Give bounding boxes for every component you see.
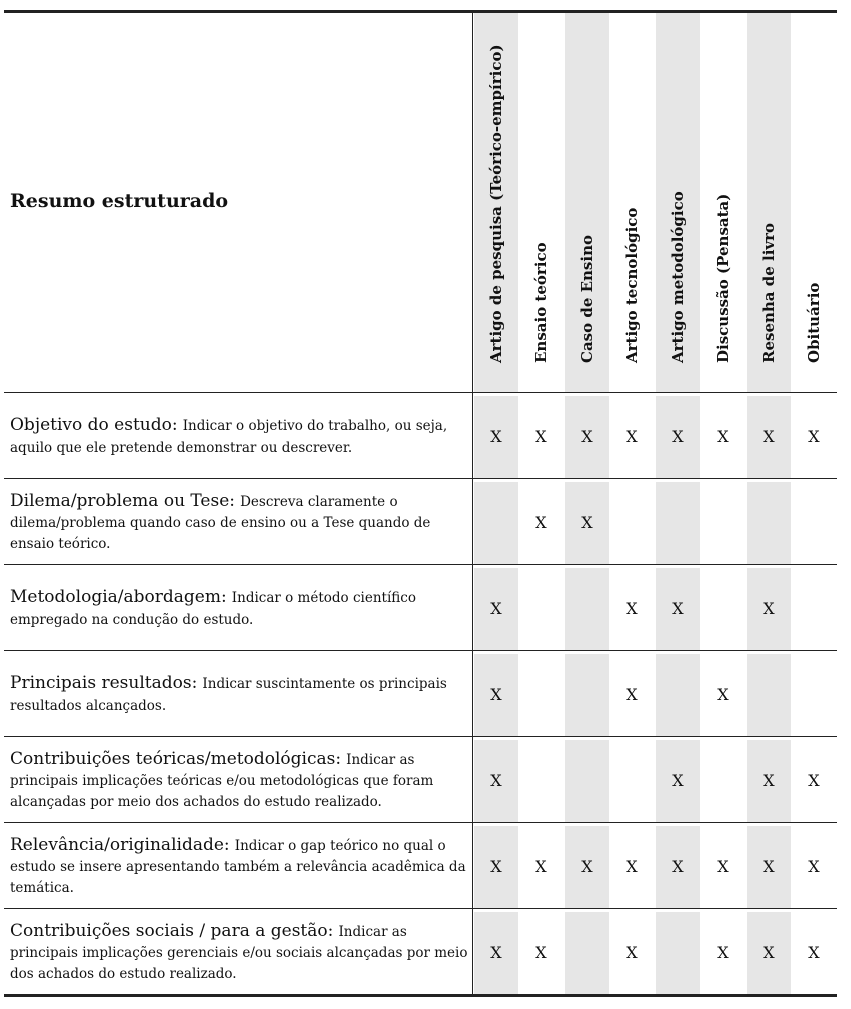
row-text	[10, 491, 468, 554]
row-description: Descreva claramente o dilema/problema quando caso de ensino ou a Tese quando de ensaio teórico.	[10, 493, 431, 552]
cell-mark: X	[535, 856, 547, 876]
row-text	[10, 673, 468, 715]
cell-mark: X	[490, 770, 502, 790]
row-label	[10, 652, 468, 736]
cell-mark: X	[808, 942, 820, 962]
row-description: Indicar as principais implicações gerenciais e/ou sociais alcançadas por meio dos achados do estudo realizado.	[10, 923, 468, 982]
cell-mark: X	[763, 856, 775, 876]
cell-mark: X	[581, 856, 593, 876]
table-rule	[4, 564, 837, 565]
column-header	[656, 12, 700, 393]
row-heading: Relevância/originalidade:	[10, 834, 230, 855]
cell-shade	[656, 654, 700, 736]
column-header	[792, 12, 836, 393]
table-rule	[4, 392, 837, 393]
column-header	[519, 12, 563, 393]
column-header	[474, 12, 518, 393]
cell-mark: X	[672, 856, 684, 876]
cell-shade	[565, 654, 609, 736]
row-label	[10, 910, 468, 994]
row-text	[10, 921, 468, 984]
table-rule	[4, 736, 837, 737]
cell-mark: X	[717, 856, 729, 876]
row-text	[10, 749, 468, 812]
cell-mark: X	[672, 598, 684, 618]
cell-mark: X	[717, 684, 729, 704]
column-header-label: Artigo metodológico	[669, 191, 687, 363]
cell-mark: X	[490, 598, 502, 618]
cell-mark: X	[808, 856, 820, 876]
cell-mark: X	[717, 426, 729, 446]
cell-mark: X	[581, 512, 593, 532]
row-heading: Objetivo do estudo:	[10, 414, 178, 435]
cell-mark: X	[490, 426, 502, 446]
row-heading: Principais resultados:	[10, 672, 198, 693]
column-header-label: Obituário	[805, 282, 823, 363]
row-text	[10, 415, 468, 457]
cell-mark: X	[763, 426, 775, 446]
cell-mark: X	[626, 942, 638, 962]
table-rule	[4, 478, 837, 479]
cell-mark: X	[626, 856, 638, 876]
row-description: Indicar as principais implicações teóricas e/ou metodológicas que foram alcançadas por meio dos achados do estudo realizado.	[10, 751, 434, 810]
row-description: Indicar suscintamente os principais resultados alcançados.	[10, 675, 447, 714]
column-header-label: Ensaio teórico	[532, 242, 550, 363]
cell-mark: X	[535, 512, 547, 532]
cell-mark: X	[672, 770, 684, 790]
cell-mark: X	[626, 684, 638, 704]
cell-shade	[747, 654, 791, 736]
cell-shade	[747, 482, 791, 564]
table-rule	[4, 908, 837, 909]
row-description: Indicar o gap teórico no qual o estudo se insere apresentando também a relevância acadêmica da temática.	[10, 837, 466, 896]
cell-shade	[565, 568, 609, 650]
cell-mark: X	[763, 942, 775, 962]
row-heading: Contribuições teóricas/metodológicas:	[10, 748, 342, 769]
table-rule	[4, 994, 837, 997]
cell-shade	[565, 740, 609, 822]
cell-mark: X	[535, 426, 547, 446]
row-label	[10, 824, 468, 908]
column-header-label: Caso de Ensino	[578, 235, 596, 363]
cell-mark: X	[808, 770, 820, 790]
cell-mark: X	[535, 942, 547, 962]
row-text	[10, 587, 468, 629]
table-rule	[4, 10, 837, 13]
table-rule	[4, 822, 837, 823]
column-header-label: Artigo de pesquisa (Teórico-empírico)	[487, 44, 505, 363]
table-rule	[4, 650, 837, 651]
column-header	[565, 12, 609, 393]
row-heading: Metodologia/abordagem:	[10, 586, 227, 607]
row-heading: Contribuições sociais / para a gestão:	[10, 920, 334, 941]
row-heading: Dilema/problema ou Tese:	[10, 490, 236, 511]
column-header	[747, 12, 791, 393]
cell-mark: X	[581, 426, 593, 446]
cell-shade	[474, 482, 518, 564]
cell-mark: X	[490, 942, 502, 962]
column-header-label: Artigo tecnológico	[623, 207, 641, 363]
cell-shade	[656, 482, 700, 564]
cell-mark: X	[490, 684, 502, 704]
cell-mark: X	[808, 426, 820, 446]
cell-mark: X	[763, 598, 775, 618]
cell-mark: X	[763, 770, 775, 790]
table-title: Resumo estruturado	[10, 190, 229, 212]
cell-mark: X	[626, 426, 638, 446]
row-label	[10, 480, 468, 564]
column-header-label: Resenha de livro	[760, 222, 778, 363]
column-header	[610, 12, 654, 393]
row-label	[10, 738, 468, 822]
row-text	[10, 835, 468, 898]
row-description: Indicar o método científico empregado na condução do estudo.	[10, 589, 416, 628]
row-label	[10, 394, 468, 478]
column-header-label: Discussão (Pensata)	[714, 193, 732, 363]
column-separator	[472, 12, 473, 995]
column-header	[701, 12, 745, 393]
cell-mark: X	[717, 942, 729, 962]
cell-mark: X	[626, 598, 638, 618]
row-label	[10, 566, 468, 650]
row-description: Indicar o objetivo do trabalho, ou seja, aquilo que ele pretende demonstrar ou descrever.	[10, 417, 448, 456]
cell-mark: X	[490, 856, 502, 876]
cell-mark: X	[672, 426, 684, 446]
cell-shade	[565, 912, 609, 994]
cell-shade	[656, 912, 700, 994]
